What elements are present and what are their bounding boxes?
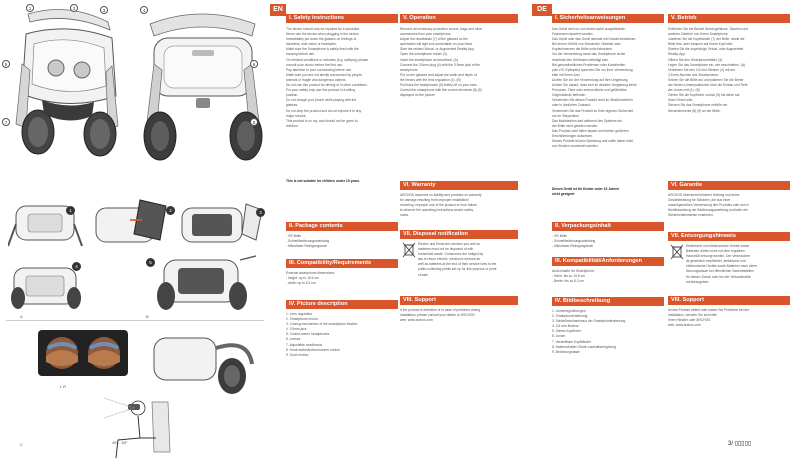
en-column-1 xyxy=(286,14,398,184)
en-picture-items: 1. Lens regulation 2. Smartphone mount 3. Closing mechanism of the smartphone fixation 4. 3.5mm jack 5. Closed-stereo headphones 6. Lenses 7. Adjustable headbands 8. Hook switch/button/volume control 9. Touch button xyxy=(286,312,358,357)
stereo-view-illustration xyxy=(38,326,128,386)
de-compat-section xyxy=(552,257,664,284)
en-support-title: VIII. Support xyxy=(400,296,518,305)
de-support-title: VIII. Support xyxy=(668,296,790,305)
de-warranty-body: ARCHOS übernimmt keinerlei Haftung und keine Gewährleistung für Schäden, die aus einer unsachgemäßen Verwendung des Produkts oder durch Nichtbeachtung der Bedienungsanleitung und/oder der Sicherheitshinweise entstehen. xyxy=(668,193,749,218)
step-number-4: 4 xyxy=(72,262,81,271)
de-warranty-title: VI. Garantie xyxy=(668,181,790,190)
en-support-section xyxy=(400,296,518,323)
illustration-column xyxy=(0,0,268,475)
de-picture-title: IV. Bildbeschreibung xyxy=(552,297,664,306)
headset-front-illustration xyxy=(140,4,265,174)
panel-label-b: B xyxy=(146,314,149,319)
viewing-angle-label: 45° - 60° xyxy=(112,440,128,445)
de-package-title: II. Verpackungsinhalt xyxy=(552,222,664,231)
callout-3: 3 xyxy=(100,6,108,14)
callout-4: 4 xyxy=(140,6,148,14)
step-number-1: 1 xyxy=(66,206,75,215)
callout-8: 8 xyxy=(250,118,258,126)
en-compat-title: III. Compatibility/Requirements xyxy=(286,259,398,268)
de-safety-warning: Dieses Gerät ist für Kinder unter 15 Jahren nicht geeignet xyxy=(552,187,620,197)
de-package-section xyxy=(552,222,664,249)
de-safety-title: I. Sicherheitsanweisungen xyxy=(552,14,664,23)
de-package-body: - VR-Brille - Schnellbedienungsanleitung - Mikrofaser-Reinigungstuch xyxy=(552,234,596,249)
en-package-title: II. Package contents xyxy=(286,222,398,231)
step-number-3: 3 xyxy=(256,208,265,217)
headset-overview-illustration xyxy=(8,4,128,189)
de-picture-section xyxy=(552,297,664,355)
en-picture-section xyxy=(286,300,398,358)
illustration-divider xyxy=(6,320,264,321)
en-package-section xyxy=(286,222,398,249)
callout-1: 1 xyxy=(26,4,34,12)
seated-user-illustration xyxy=(98,392,178,464)
de-warranty-section xyxy=(668,181,790,218)
callout-5: 5 xyxy=(2,60,10,68)
en-warranty-section xyxy=(400,181,518,218)
step-insert-phone-5-illustration xyxy=(150,252,260,314)
panel-label-c: C xyxy=(20,442,23,447)
en-disposal-section xyxy=(400,230,518,278)
de-disposal-section xyxy=(668,232,790,285)
de-operation-title: V. Betrieb xyxy=(668,14,790,23)
step-insert-phone-1-illustration xyxy=(8,196,83,251)
en-safety-warning: This is not suitable for children under 15 years. xyxy=(286,179,361,183)
de-disposal-title: VII. Entsorgungshinweis xyxy=(668,232,790,241)
de-disposal-body: Elektrische und elektronische Geräte sowie Batterien dürfen nicht mit dem regulären Hausmüll entsorgt werden. Der Verbraucher ist gesetzlich verpflichtet, elektrische und elektronische Geräte sowie Batterien nach deren Nutzungsdauer bei öffentlichen Sammelstellen für diesen Zweck oder bei der Verkaufsstelle zurückzugeben. xyxy=(686,244,758,284)
de-support-section xyxy=(668,296,790,328)
page-number: 3/ ▯▯▯▯▯ xyxy=(728,441,752,447)
de-operation-body: Entfernen Sie bei Bedarf Schutzgehäuse, Taschen und anderes Zubehör von Ihrem Smartphone. Justieren Sie die Kopfbänder (7) der Brille, damit die Brille fest, aber bequem auf Ihrem Kopf sitzt. Starten Sie die zugehörige Virtual- oder Augmented Reality-App. Öffnen Sie den Smartphonehalter (3). Legen Sie das Smartphone ein, wie beschrieben. (A) Verbinden Sie den 3,5 mm-Stecker (4) mit der 3,5 mm-Buchse des Smartphones. Setzen Sie die Brille auf und justieren Sie die Breite der beiden Linsenpositionen über die Einbau und Tiefe der Linsen mit (1). (B) Ziehen Sie die Kopfhörer zurück (5) bis diese auf Ihren Ohren sitzt. Steuern Sie das Smartphone mithilfe der Steuerelemente (8) (9) an der Brille. xyxy=(668,27,749,113)
step-number-2: 2 xyxy=(166,206,175,215)
en-disposal-title: VII. Disposal notification xyxy=(400,230,518,239)
en-safety-body: The device should only be repaired by a specialist. Never use the device when plugging in the device. Immediately put down the glasses on feelings of dizziness, side vision or headache. Make sure the Smartphone is safely fixed with the housing before use. On medical conditions or sickness (e.g. epilepsy) please consult your doctor before the first use. Pay attention to your surrounding before use. Make sure you are not strictly surrounded by people, animals or fragile and dangerous objects. Do not use this product for driving or in other conditions. For your safety only use this product in a sitting position. Do not charge your phone while playing with the glasses. Do not drop the product and do not expose it to any major shocks. This product is no toy, and should not be given to children. xyxy=(286,27,369,128)
callout-7: 7 xyxy=(2,118,10,126)
crossed-bin-icon xyxy=(670,244,684,260)
en-warranty-title: VI. Warranty xyxy=(400,181,518,190)
en-operation-title: V. Operation xyxy=(400,14,518,23)
en-operation-section xyxy=(400,14,518,98)
en-picture-title: IV. Picture description xyxy=(286,300,398,309)
en-support-body: If the product is defective or in case of problems during installation, please consult your dealer or ARCHOS. web: www.archos.com xyxy=(400,308,481,323)
de-compat-body: Außenmaße für Smartphone: - Höhe: bis zu 15.6 cm - Breite: bis zu 8.2 cm xyxy=(552,269,595,284)
callout-2: 2 xyxy=(70,4,78,12)
de-picture-items: 1. Linsenregulierungen 2. Smartphonehalterung 3. Schließmechanismus der Smartphonehalterung 4. 3,5 mm-Buchse 5. Stereo-Kopfhörer 6. Linsen 7. Verstellbare Kopfbänder 8. Hakenschalter-/Taste-Lautstärkeregelung 9. Berührungstaste xyxy=(552,309,626,354)
step-number-5: 5 xyxy=(146,258,155,267)
en-compat-body: External smartphone dimensions: - height: up to 15.6 cm - width: up to 8.2 cm xyxy=(286,271,335,286)
de-operation-section xyxy=(668,14,790,114)
step-insert-phone-2-illustration xyxy=(90,196,170,251)
de-compat-title: III. Kompatibilität/Anforderungen xyxy=(552,257,664,266)
crossed-bin-icon xyxy=(402,242,416,258)
en-package-body: - VR-Brille - Schnellbedienungsanleitung - Mikrofaser-Reinigungstuch xyxy=(286,234,330,249)
headset-side-illustration xyxy=(148,328,258,398)
de-support-body: Ist das Produkt defekt oder haben Sie Probleme bei der Installation, wenden Sie sich bitte Ihren Händler oder ARCHOS. web: www.archos.com xyxy=(668,308,750,328)
de-column-1 xyxy=(552,14,664,197)
en-compat-section xyxy=(286,259,398,286)
en-safety-title: I. Safety instructions xyxy=(286,14,398,23)
panel-label-a: A xyxy=(20,314,23,319)
language-tab-de: DE xyxy=(532,4,552,16)
en-operation-body: Remove all necessary protection covers, bags and other accessories from your smartphone. Adjust the headbands (7) of the glasses so the spectacles will tight but comfortable on your head. Start the related Virtual- or Augmented Reality App. Open the smartphone holder (3). Insert the smartphone as described. (A) Connect the 3.5mm plug (4) with the 3.5mm jack of the smartphone. Put on the glasses and adjust the width and depth of the lenses with the lens regulation (1). (B) Pull back the headphones (5) briefly off on your ears. Control the smartphone with the control elements (8) (9) displayed on the picture. xyxy=(400,27,483,98)
en-disposal-body: Electric and Electronic devices you well as batteries must not be disposed of with household waste. Consumers are obliged by law to return electric, electronic devices as well as batteries at the end of their service lives to the public collecting points set up for this purpose or point of sale. xyxy=(418,242,497,277)
language-tab-en: EN xyxy=(270,4,286,16)
callout-6: 6 xyxy=(250,60,258,68)
lens-lr-label: L R xyxy=(60,384,67,389)
en-warranty-body: ARCHOS assumes no liability and provides no warranty for damage resulting from improper installation/ mounting, improper use of the product or from failure to observe the operating instructions and/or safety notes. xyxy=(400,193,482,218)
step-insert-phone-3-illustration xyxy=(176,196,264,251)
de-safety-body: Das Gerät darf nur von einem dafür ausgebildeten Fachmann repariert werden. Das Gerät oder das Gerät niemals mit Gewalt einstecken. Bei einem Gefühl von Schwindel, Übelkeit oder Kopfschmerzen die Brille sofort absetzen. Vor der Verwendung muss das Smartphone sicher innerhalb des Gehäuses befestigt sein. Bei gesundheitlichen Problemen oder Krankheiten (wie z.B. Epilepsie) sprechen Sie vor Ihrer Verwendung bitte mit Ihrem Arzt. Achten Sie vor der Verwendung auf Ihre Umgebung. Achten Sie darauf, dass sich im direkten Umgebung keine Personen, Tiere oder zerbrechliche und gefährliche Gegenstände befinden. Verwenden Sie dieses Produkt nicht im Straßenverkehr oder in ähnlichen Zustand. Verwenden Sie das Produkt zu Ihrer eigenen Sicherheit nur im Sitzposition. Das Mobiltelefon darf während des Spielens mit der Brille nicht geladen werden. Das Produkt nicht fallen lassen und keinen größeren Erschütterungen aussetzen. Dieses Produkt ist kein Spielzeug und sollte daher nicht von Kindern verwendet werden. xyxy=(552,27,637,149)
